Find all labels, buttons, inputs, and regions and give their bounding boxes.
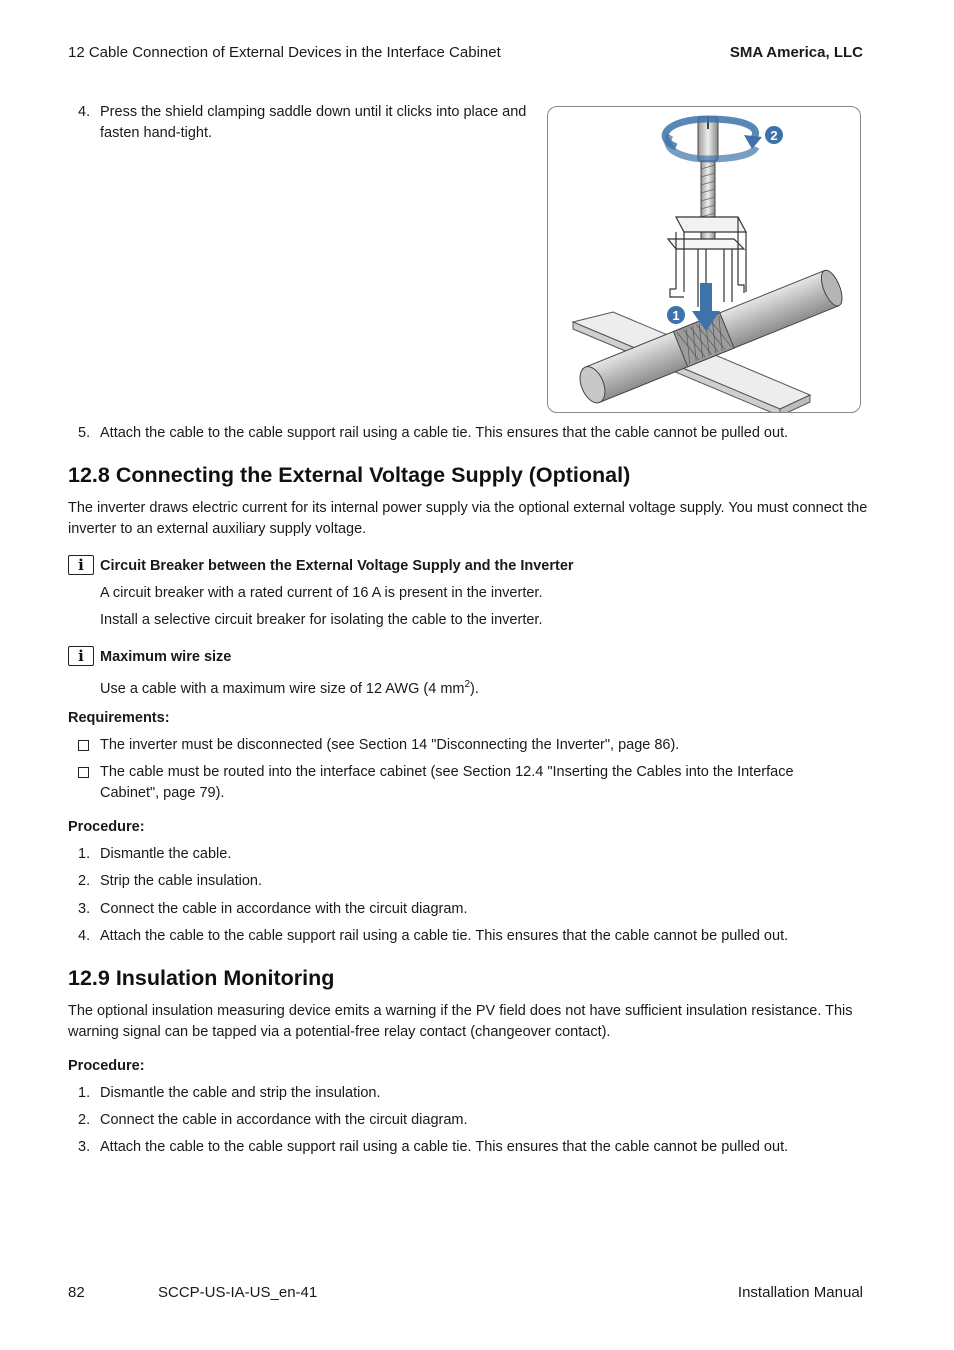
section-12-8-intro: The inverter draws electric current for its internal power supply via the optional external voltage supply. You must connect the inverter to an external auxiliary supply voltage. [68, 500, 868, 537]
step-number: 5. [78, 425, 91, 441]
requirements-label: Requirements: [68, 710, 170, 726]
step-text: Attach the cable to the cable support rail using a cable tie. This ensures that the cable cannot be pulled out. [100, 1139, 789, 1155]
callout-1 [667, 306, 685, 324]
footer-doc-type: Installation Manual [737, 1284, 863, 1301]
callout-1-label: 1 [672, 308, 680, 323]
checkbox-icon [78, 767, 89, 778]
requirement-text: Cabinet", page 79). [100, 785, 225, 801]
header-chapter: 12 Cable Connection of External Devices in the Interface Cabinet [68, 44, 501, 61]
requirement-text: The cable must be routed into the interface cabinet (see Section 12.4 "Inserting the Cables into the Interface [100, 764, 794, 780]
step-number: 4. [78, 928, 91, 944]
checkbox-icon [78, 740, 89, 751]
note-line: A circuit breaker with a rated current of 16 A is present in the inverter. [100, 585, 543, 601]
step-number: 2. [78, 873, 91, 889]
procedure-label: Procedure: [68, 819, 145, 835]
info-icon: i [68, 555, 94, 575]
info-icon: i [68, 646, 94, 666]
note-text-before: Use a cable with a maximum wire size of 12 AWG (4 mm [100, 680, 465, 697]
note-line [100, 674, 479, 700]
step-text: Connect the cable in accordance with the circuit diagram. [100, 901, 468, 917]
callout-2 [765, 126, 783, 144]
step-text: Attach the cable to the cable support rail using a cable tie. This ensures that the cable cannot be pulled out. [100, 928, 789, 944]
note-title: Circuit Breaker between the External Voltage Supply and the Inverter [100, 558, 574, 574]
header-company: SMA America, LLC [729, 44, 863, 61]
step-text-line: Attach the cable to the cable support rail using a cable tie. This ensures that the cable cannot be pulled out. [100, 425, 789, 441]
step-number: 3. [78, 901, 91, 917]
note-superscript: 2 [464, 679, 471, 690]
step-text: Dismantle the cable. [100, 846, 232, 862]
section-title-12-8: 12.8 Connecting the External Voltage Supply (Optional) [68, 463, 631, 487]
requirement-text: The inverter must be disconnected (see Section 14 "Disconnecting the Inverter", page 86). [100, 737, 680, 753]
step-number: 1. [78, 846, 91, 862]
note-line: Install a selective circuit breaker for isolating the cable to the inverter. [100, 612, 543, 628]
step-number: 1. [78, 1085, 91, 1101]
step-text: Connect the cable in accordance with the circuit diagram. [100, 1112, 468, 1128]
step-text-line: Press the shield clamping saddle down until it clicks into place and [100, 104, 527, 120]
shield-clamp-figure [547, 106, 861, 413]
step-number: 3. [78, 1139, 91, 1155]
step-text: Strip the cable insulation. [100, 873, 263, 889]
note-text-after: ). [470, 680, 479, 697]
section-12-9-intro: The optional insulation measuring device emits a warning if the PV field does not have sufficient insulation resistance. This warning signal can be tapped via a potential-free relay contact (changeover contact). [68, 1003, 853, 1040]
step-text: Dismantle the cable and strip the insulation. [100, 1085, 381, 1101]
step-number: 2. [78, 1112, 91, 1128]
step-number: 4. [78, 104, 91, 120]
note-title: Maximum wire size [100, 649, 232, 665]
procedure-label: Procedure: [68, 1058, 145, 1074]
footer-page-number: 82 [68, 1284, 85, 1301]
step-text-line: fasten hand-tight. [100, 125, 213, 141]
footer-doc-id: SCCP-US-IA-US_en-41 [158, 1284, 318, 1301]
callout-2-label: 2 [770, 128, 778, 143]
shield-clamp-illustration [548, 107, 861, 413]
section-title-12-9: 12.9 Insulation Monitoring [68, 966, 335, 990]
